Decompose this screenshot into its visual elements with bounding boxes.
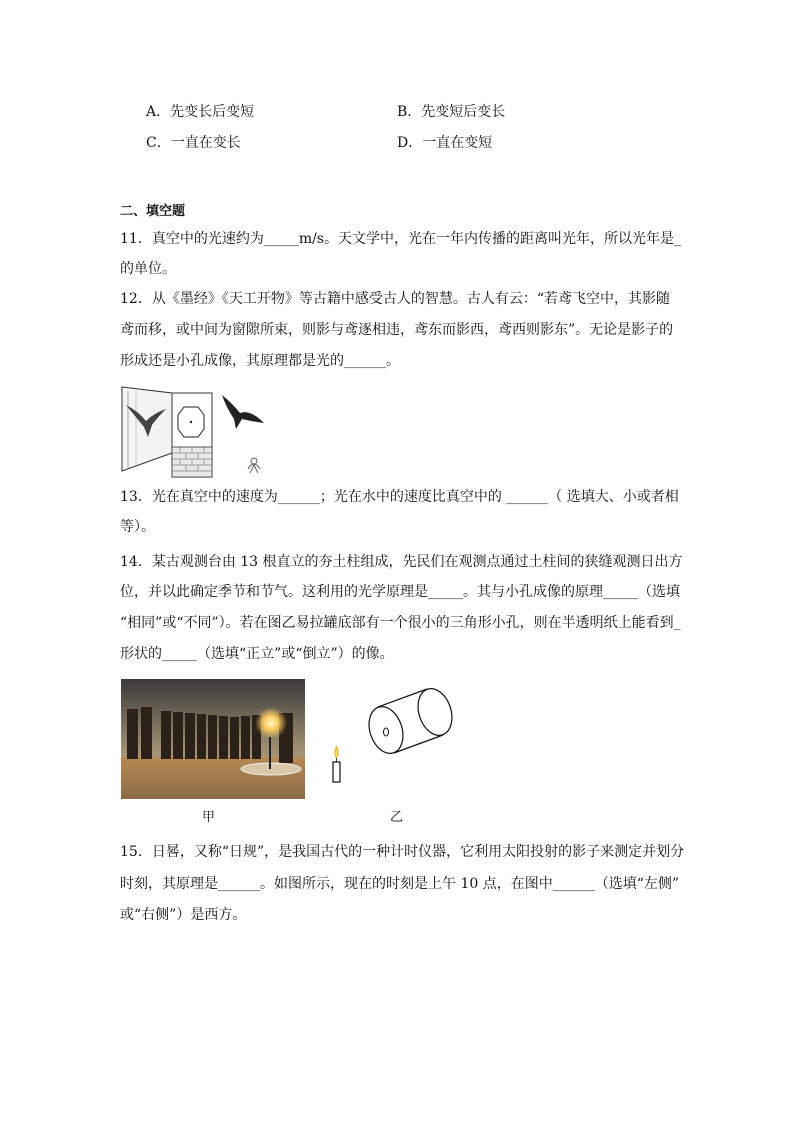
q15-line2: 时刻，其原理是______。如图所示，现在的时刻是上午 10 点，在图中______（选填“左侧” <box>120 876 680 892</box>
q10-option-b: B．先变短后变长 <box>397 104 506 120</box>
q10-option-d: D．一直在变短 <box>397 135 493 151</box>
q14-line4: 形状的_____（选填“正立”或“倒立”）的像。 <box>120 646 394 662</box>
q15-line1: 15．日晷，又称“日规”，是我国古代的一种计时仪器，它利用太阳投射的影子来测定并划分 <box>120 844 685 860</box>
q14-line3: “相同”或“不同”）。若在图乙易拉罐底部有一个很小的三角形小孔，则在半透明纸上能看到_ <box>120 615 681 631</box>
observatory-photo <box>121 679 305 799</box>
q13-line2: 等）。 <box>120 519 155 535</box>
q12-line1: 12．从《墨经》《天工开物》等古籍中感受古人的智慧。古人有云：“若鸢飞空中，其影随 <box>120 291 670 307</box>
q11-line2: 的单位。 <box>120 261 176 277</box>
candle-and-can-diagram <box>330 686 465 788</box>
q10-option-a: A．先变长后变短 <box>146 104 255 120</box>
q11-line1: 11．真空中的光速约为_____m/s。天文学中，光在一年内传播的距离叫光年，所以光年是_ <box>120 231 681 247</box>
q12-line2: 鸢而移，或中间为窗隙所束，则影与鸢逐相违，鸢东而影西，鸢西则影东”。无论是影子的 <box>120 322 674 338</box>
kite-shadow-figure <box>118 385 268 478</box>
q12-line3: 形成还是小孔成像，其原理都是光的______。 <box>120 353 400 369</box>
q14-line2: 位，并以此确定季节和节气。这利用的光学原理是_____。其与小孔成像的原理_____（选填 <box>120 584 680 600</box>
figure-caption-jia: 甲 <box>202 810 216 825</box>
section-title: 二、填空题 <box>120 204 186 219</box>
figure-caption-yi: 乙 <box>390 810 404 825</box>
q10-option-c: C．一直在变长 <box>146 135 241 151</box>
q13-line1: 13．光在真空中的速度为______；光在水中的速度比真空中的 ______（ 选填大、小或者相 <box>120 489 679 505</box>
q15-line3: 或“右侧”）是西方。 <box>120 907 247 923</box>
q14-line1: 14．某古观测台由 13 根直立的夯土柱组成，先民们在观测点通过土柱间的狭缝观测日出方 <box>120 554 683 570</box>
